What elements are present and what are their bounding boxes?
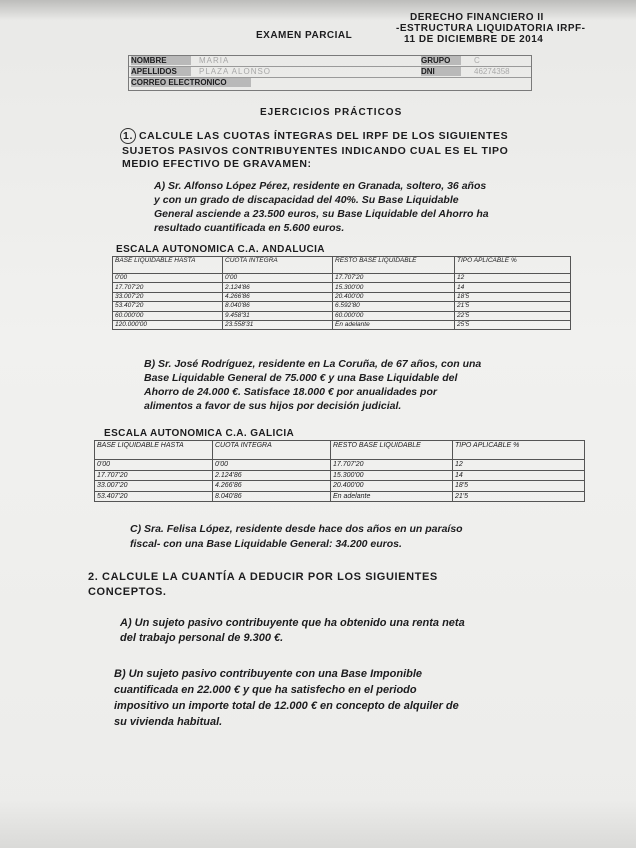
- cell: En adelante: [333, 320, 455, 329]
- cell: 120.000'00: [113, 320, 223, 329]
- cell: 20.400'00: [331, 481, 453, 492]
- cell: 60.000'00: [113, 311, 223, 320]
- cell: 53.407'20: [95, 491, 213, 502]
- cell: 18'5: [455, 292, 571, 301]
- cell: En adelante: [331, 491, 453, 502]
- cell: 2.124'86: [223, 283, 333, 292]
- cell: 17.707'20: [113, 283, 223, 292]
- cell: 21'5: [453, 491, 585, 502]
- q2-line2: CONCEPTOS.: [88, 586, 167, 598]
- page-bottom-shade: [0, 800, 636, 848]
- col-tipo-aplicable: TIPO APLICABLE %: [453, 441, 585, 460]
- student-info-block: [128, 55, 532, 91]
- q2-a-line2: del trabajo personal de 9.300 €.: [120, 632, 284, 644]
- col-resto-base: RESTO BASE LIQUIDABLE: [333, 257, 455, 274]
- cell: 0'00: [113, 274, 223, 283]
- galicia-header-row: [95, 441, 585, 460]
- cell: 33.007'20: [113, 292, 223, 301]
- q1-a-line3: General asciende a 23.500 euros, su Base Liquidable del Ahorro ha: [154, 208, 489, 220]
- q1-a-line1: A) Sr. Alfonso López Pérez, residente en Granada, soltero, 36 años: [154, 180, 487, 192]
- cell: 23.558'31: [223, 320, 333, 329]
- surname-row: [129, 67, 531, 78]
- cell: 17.707'20: [95, 470, 213, 481]
- table-row: [113, 292, 571, 301]
- cell: 22'5: [455, 311, 571, 320]
- cell: 2.124'86: [213, 470, 331, 481]
- email-label: CORREO ELECTRONICO: [131, 78, 251, 87]
- andalucia-table-title: ESCALA AUTONOMICA C.A. ANDALUCIA: [116, 244, 325, 255]
- cell: 0'00: [223, 274, 333, 283]
- q1-b-line3: Ahorro de 24.000 €. Satisface 18.000 € por anualidades por: [144, 386, 437, 398]
- exam-title-right: -ESTRUCTURA LIQUIDATORIA IRPF-: [396, 23, 586, 34]
- cell: 18'5: [453, 481, 585, 492]
- table-row: [113, 283, 571, 292]
- cell: 15.300'00: [333, 283, 455, 292]
- table-row: [113, 320, 571, 329]
- table-row: [95, 491, 585, 502]
- q1-line1: [120, 128, 508, 144]
- q2-b-line4: su vivienda habitual.: [114, 716, 223, 728]
- q1-line1-text: CALCULE LAS CUOTAS ÍNTEGRAS DEL IRPF DE LOS SIGUIENTES: [139, 130, 509, 142]
- q1-number: 1.: [120, 128, 136, 144]
- name-row: [129, 56, 531, 67]
- email-row: [129, 78, 531, 88]
- cell: 25'5: [455, 320, 571, 329]
- group-value: C: [474, 56, 480, 65]
- col-base-liquidable: BASE LIQUIDABLE HASTA: [113, 257, 223, 274]
- cell: 33.007'20: [95, 481, 213, 492]
- galicia-table: [94, 440, 585, 502]
- subject-title: DERECHO FINANCIERO II: [410, 12, 544, 23]
- exam-title-left: EXAMEN PARCIAL: [256, 30, 353, 41]
- cell: 4.266'86: [223, 292, 333, 301]
- andalucia-header-row: [113, 257, 571, 274]
- cell: 14: [453, 470, 585, 481]
- surname-value: PLAZA ALONSO: [199, 67, 272, 76]
- table-row: [113, 311, 571, 320]
- q1-b-line1: B) Sr. José Rodríguez, residente en La Coruña, de 67 años, con una: [144, 358, 482, 370]
- table-row: [113, 302, 571, 311]
- cell: 9.458'31: [223, 311, 333, 320]
- name-label: NOMBRE: [131, 56, 191, 65]
- col-cuota-integra: CUOTA INTEGRA: [223, 257, 333, 274]
- cell: 53.407'20: [113, 302, 223, 311]
- table-row: [95, 460, 585, 471]
- exam-date: 11 DE DICIEMBRE DE 2014: [404, 34, 544, 45]
- q1-line3: MEDIO EFECTIVO DE GRAVAMEN:: [122, 158, 312, 170]
- cell: 0'00: [95, 460, 213, 471]
- cell: 17.707'20: [331, 460, 453, 471]
- q2-b-line3: impositivo un importe total de 12.000 € en concepto de alquiler de: [114, 700, 459, 712]
- cell: 60.000'00: [333, 311, 455, 320]
- name-value: MARIA: [199, 56, 230, 65]
- col-resto-base: RESTO BASE LIQUIDABLE: [331, 441, 453, 460]
- q1-line2: SUJETOS PASIVOS CONTRIBUYENTES INDICANDO CUAL ES EL TIPO: [122, 145, 509, 157]
- cell: 0'00: [213, 460, 331, 471]
- q1-c-line2: fiscal- con una Base Liquidable General: 34.200 euros.: [130, 538, 402, 550]
- table-row: [95, 481, 585, 492]
- q2-b-line1: B) Un sujeto pasivo contribuyente con una Base Imponible: [114, 668, 423, 680]
- cell: 8.040'86: [223, 302, 333, 311]
- q1-b-line4: alimentos a favor de sus hijos por decisión judicial.: [144, 400, 402, 412]
- table-row: [113, 274, 571, 283]
- col-base-liquidable: BASE LIQUIDABLE HASTA: [95, 441, 213, 460]
- q2-b-line2: cuantificada en 22.000 € y que ha satisfecho en el periodo: [114, 684, 417, 696]
- q1-a-line2: y con un grado de discapacidad del 40%. Su Base Liquidable: [154, 194, 459, 206]
- q1-a-line4: resultado cuantificada en 5.600 euros.: [154, 222, 345, 234]
- cell: 12: [455, 274, 571, 283]
- dni-label: DNI: [421, 67, 461, 76]
- q2-line1: 2. CALCULE LA CUANTÍA A DEDUCIR POR LOS SIGUIENTES: [88, 571, 438, 583]
- cell: 6.592'80: [333, 302, 455, 311]
- col-tipo-aplicable: TIPO APLICABLE %: [455, 257, 571, 274]
- cell: 14: [455, 283, 571, 292]
- cell: 20.400'00: [333, 292, 455, 301]
- cell: 12: [453, 460, 585, 471]
- cell: 15.300'00: [331, 470, 453, 481]
- q1-b-line2: Base Liquidable General de 75.000 € y una Base Liquidable del: [144, 372, 458, 384]
- surname-label: APELLIDOS: [131, 67, 191, 76]
- cell: 17.707'20: [333, 274, 455, 283]
- section-title: EJERCICIOS PRÁCTICOS: [260, 107, 403, 118]
- q1-c-line1: C) Sra. Felisa López, residente desde hace dos años en un paraíso: [130, 523, 463, 535]
- dni-value: 46274358: [474, 67, 510, 76]
- galicia-table-title: ESCALA AUTONOMICA C.A. GALICIA: [104, 428, 295, 439]
- cell: 8.040'86: [213, 491, 331, 502]
- andalucia-table: [112, 256, 571, 330]
- q2-a-line1: A) Un sujeto pasivo contribuyente que ha obtenido una renta neta: [120, 617, 465, 629]
- cell: 4.266'86: [213, 481, 331, 492]
- cell: 21'5: [455, 302, 571, 311]
- col-cuota-integra: CUOTA INTEGRA: [213, 441, 331, 460]
- group-label: GRUPO: [421, 56, 461, 65]
- table-row: [95, 470, 585, 481]
